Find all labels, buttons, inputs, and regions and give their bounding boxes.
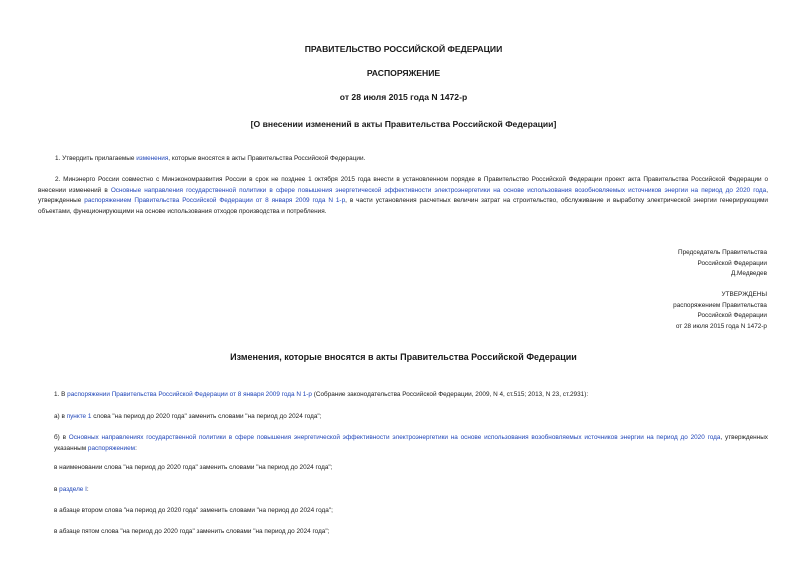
government-heading: ПРАВИТЕЛЬСТВО РОССИЙСКОЙ ФЕДЕРАЦИИ [304, 44, 503, 54]
approval-country: Российской Федерации [697, 312, 767, 320]
change-paragraph-2-line: в абзаце втором слова "на период до 2020 года" заменить словами "на период до 2024 года"; [54, 507, 333, 514]
signature-position: Председатель Правительства [678, 249, 767, 256]
text-span: а) в [54, 413, 67, 420]
point-1-link[interactable]: пункте 1 [66, 413, 92, 420]
text-span: (Собрание законодательства Российской Федерации, 2009, N 4, ст.515; 2013, N 23, ст.2931): [311, 391, 589, 398]
section-1-link[interactable]: разделе I [59, 486, 87, 493]
text-span: , в части установления расчетных величин затрат на строительство, обслуживание и выработку электрической энергии генерирующими объектами, функционирующими на основе использования отходов производства и потребления. [38, 197, 768, 215]
text-span: 1. Утвердить прилагаемые [55, 155, 137, 162]
text-span: : [86, 486, 89, 493]
text-span: 2. Минэнерго России совместно с Минэкономразвития России в срок не позднее 1 октября 2015 года внести в установленном порядке в Правительство Российской Федерации проект акта Правительства Российской Федерации о внесении изменений в [38, 176, 768, 194]
approval-heading: УТВЕРЖДЕНЫ [721, 291, 767, 298]
document-type-heading: РАСПОРЯЖЕНИЕ [366, 68, 441, 78]
text-span: слова "на период до 2020 года" заменить словами "на период до 2024 года"; [91, 413, 322, 420]
order-paragraph-2 [38, 175, 768, 217]
signature-block [678, 248, 767, 280]
change-name-line: в наименовании слова "на период до 2020 года" заменить словами "на период до 2024 года"; [54, 464, 333, 471]
text-span: б) в [54, 434, 69, 441]
signature-country: Российской Федерации [697, 259, 767, 267]
approval-order: распоряжением Правительства [673, 301, 767, 309]
signature-name: Д.Медведев [730, 270, 767, 278]
text-span: , утвержденные [38, 186, 768, 205]
text-span: , утвержденных указанным [54, 434, 768, 452]
text-span: : [135, 444, 137, 452]
approval-date: от 28 июля 2015 года N 1472-р [675, 322, 767, 330]
changes-link[interactable]: изменения [136, 155, 169, 162]
changes-title: Изменения, которые вносятся в акты Правительства Российской Федерации [230, 352, 577, 362]
document-title: [О внесении изменений в акты Правительства Российской Федерации] [250, 119, 557, 129]
order-paragraph-1 [38, 154, 768, 165]
change-section-line [54, 485, 768, 496]
text-span: в [54, 486, 60, 493]
government-order-link[interactable]: распоряжением Правительства Российской Федерации от 8 января 2009 года N 1-р [84, 197, 346, 205]
text-span: , которые вносятся в акты Правительства Российской Федерации. [168, 155, 366, 162]
change-item-b [54, 433, 768, 454]
change-item-1 [54, 390, 768, 401]
document-date-number: от 28 июля 2015 года N 1472-р [339, 92, 468, 102]
approval-block [673, 290, 767, 332]
main-directions-link-2[interactable]: Основных направлениях государственной политики в сфере повышения энергетической эффективности электроэнергетики на основе использования возобновляемых источников энергии на период до 2020 года [68, 434, 721, 441]
text-span: 1. В [54, 391, 68, 398]
order-link-short[interactable]: распоряжением [87, 444, 136, 452]
change-item-a [54, 412, 768, 423]
order-2009-link[interactable]: распоряжении Правительства Российской Федерации от 8 января 2009 года N 1-р [67, 391, 312, 398]
main-directions-link[interactable]: Основные направления государственной политики в сфере повышения энергетической эффективности электроэнергетики на основе использования возобновляемых источников энергии на период до 2020 года [110, 186, 767, 194]
change-paragraph-5-line: в абзаце пятом слова "на период до 2020 года" заменить словами "на период до 2024 года"; [54, 528, 330, 535]
